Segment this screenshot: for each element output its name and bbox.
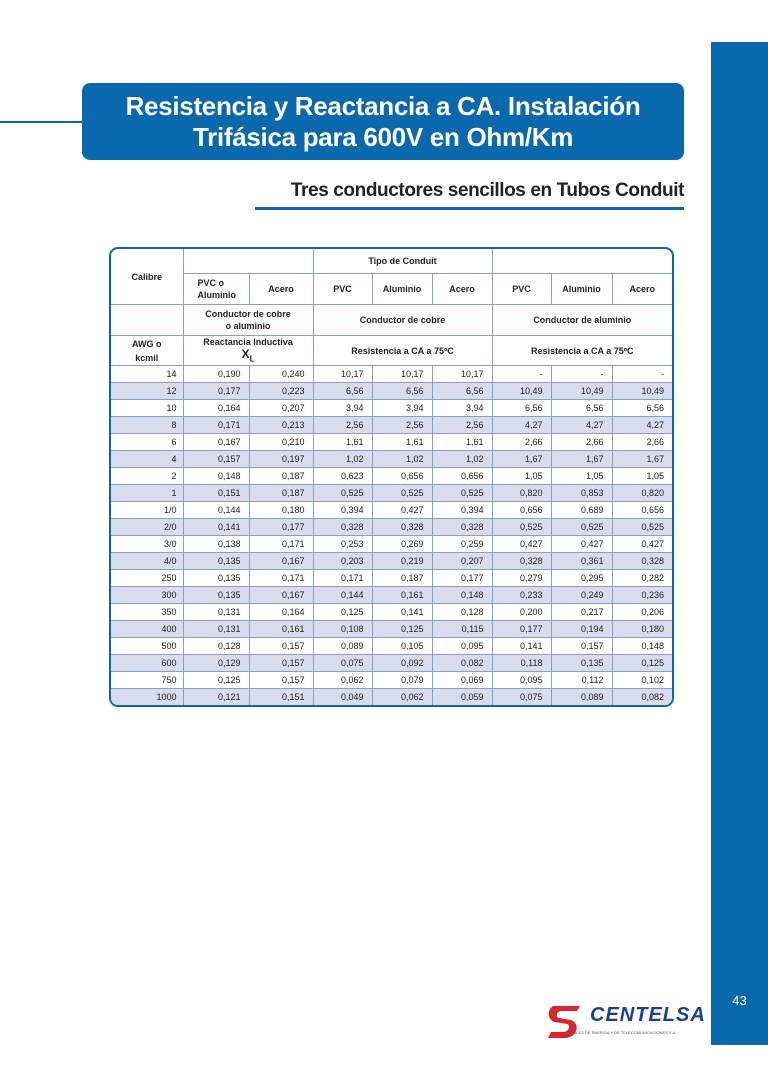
table-cell: 0,525 [432, 485, 492, 502]
table-cell: 0,223 [249, 383, 313, 400]
table-cell: 0,148 [432, 587, 492, 604]
table-cell: 0,069 [432, 672, 492, 689]
table-cell: 0,151 [183, 485, 249, 502]
table-row [111, 400, 672, 417]
table-cell: 0,125 [313, 604, 372, 621]
cell-calibre: 6 [111, 434, 183, 451]
table-cell: 2,66 [492, 434, 551, 451]
table-cell: 0,361 [551, 553, 612, 570]
table-cell: 0,210 [249, 434, 313, 451]
table-cell: 0,177 [183, 383, 249, 400]
table-cell: 0,269 [372, 536, 432, 553]
table-cell: 0,656 [372, 468, 432, 485]
table-cell: 0,328 [372, 519, 432, 536]
table-row [111, 451, 672, 468]
cell-calibre: 12 [111, 383, 183, 400]
table-cell: 0,240 [249, 366, 313, 383]
table-cell: 0,427 [372, 502, 432, 519]
header-acero-2: Acero [432, 274, 492, 305]
table-cell: 0,820 [612, 485, 672, 502]
title-accent-line [0, 121, 84, 123]
table-cell: 1,02 [313, 451, 372, 468]
table-cell: 0,062 [313, 672, 372, 689]
table-cell: 0,279 [492, 570, 551, 587]
table-cell: 0,062 [372, 689, 432, 706]
table-cell: 0,135 [183, 553, 249, 570]
table-cell: 0,157 [551, 638, 612, 655]
page-number: 43 [732, 993, 747, 1008]
table-cell: 0,177 [492, 621, 551, 638]
table-cell: 0,259 [432, 536, 492, 553]
table-cell: 0,236 [612, 587, 672, 604]
cell-calibre: 10 [111, 400, 183, 417]
table-cell: 0,121 [183, 689, 249, 706]
cell-calibre: 750 [111, 672, 183, 689]
table-cell: 0,194 [551, 621, 612, 638]
table-body [111, 366, 672, 706]
table-cell: 0,180 [249, 502, 313, 519]
table-row [111, 468, 672, 485]
table-cell: 0,206 [612, 604, 672, 621]
title-box [82, 83, 684, 160]
cell-calibre: 400 [111, 621, 183, 638]
table-cell: 0,128 [432, 604, 492, 621]
table-cell: 0,328 [432, 519, 492, 536]
table-cell: 0,171 [249, 570, 313, 587]
header-pvc-1: PVC [313, 274, 372, 305]
table-cell: 10,49 [492, 383, 551, 400]
table-cell: 0,135 [183, 570, 249, 587]
xl-symbol: X [241, 347, 250, 361]
table-cell: - [612, 366, 672, 383]
cell-calibre: 4 [111, 451, 183, 468]
table-cell: 0,082 [432, 655, 492, 672]
logo-wordmark: CENTELSA [590, 1004, 706, 1026]
table-row [111, 485, 672, 502]
table-cell: 0,217 [551, 604, 612, 621]
table-cell: 0,820 [492, 485, 551, 502]
table-cell: 0,161 [249, 621, 313, 638]
table-cell: 0,095 [492, 672, 551, 689]
table-cell: 0,180 [612, 621, 672, 638]
header-conductor-cobre-o-aluminio: Conductor de cobre o aluminio [183, 305, 313, 336]
table-cell: 0,131 [183, 604, 249, 621]
table-row [111, 689, 672, 706]
table-cell: 2,56 [432, 417, 492, 434]
table-cell: 0,138 [183, 536, 249, 553]
header-reactancia-label: Reactancia Inductiva [203, 337, 293, 347]
header-empty-right [492, 249, 672, 274]
table-cell: 0,525 [612, 519, 672, 536]
table-cell: 6,56 [612, 400, 672, 417]
title-line-1: Resistencia y Reactancia a CA. Instalación [125, 91, 641, 121]
table-cell: 0,656 [612, 502, 672, 519]
table-cell: 0,049 [313, 689, 372, 706]
table-cell: 1,61 [372, 434, 432, 451]
header-calibre: Calibre [111, 249, 183, 305]
table-cell: 0,118 [492, 655, 551, 672]
table-cell: 0,089 [551, 689, 612, 706]
table-cell: 0,328 [612, 553, 672, 570]
table-cell: 0,148 [612, 638, 672, 655]
table-cell: 0,157 [249, 638, 313, 655]
table-cell: 6,56 [432, 383, 492, 400]
cell-calibre: 2 [111, 468, 183, 485]
table-cell: 1,67 [492, 451, 551, 468]
header-aluminio-1: Aluminio [372, 274, 432, 305]
table-cell: 10,49 [612, 383, 672, 400]
table-cell: 0,328 [492, 553, 551, 570]
table-cell: 0,141 [372, 604, 432, 621]
table-cell: 2,66 [612, 434, 672, 451]
table-cell: 0,171 [183, 417, 249, 434]
table-cell: 6,56 [551, 400, 612, 417]
cell-calibre: 4/0 [111, 553, 183, 570]
header-resistencia-aluminio: Resistencia a CA a 75ºC [492, 336, 672, 366]
table-row [111, 366, 672, 383]
table-cell: 3,94 [372, 400, 432, 417]
table-cell: 0,328 [313, 519, 372, 536]
cell-calibre: 1 [111, 485, 183, 502]
header-acero-1: Acero [249, 274, 313, 305]
table-cell: 0,689 [551, 502, 612, 519]
xl-subscript: L [249, 354, 255, 364]
table-cell: 1,02 [432, 451, 492, 468]
table-cell: 0,282 [612, 570, 672, 587]
table-cell: 3,94 [313, 400, 372, 417]
table-cell: 0,089 [313, 638, 372, 655]
table-row [111, 621, 672, 638]
header-pvc-2: PVC [492, 274, 551, 305]
table-cell: 0,125 [612, 655, 672, 672]
table-cell: 0,141 [183, 519, 249, 536]
table-cell: 0,253 [313, 536, 372, 553]
table-cell: 0,197 [249, 451, 313, 468]
table-cell: 0,233 [492, 587, 551, 604]
table-cell: 0,131 [183, 621, 249, 638]
table-row [111, 672, 672, 689]
table-cell: 0,207 [249, 400, 313, 417]
table-cell: 0,157 [249, 672, 313, 689]
table-cell: 0,171 [313, 570, 372, 587]
cell-calibre: 14 [111, 366, 183, 383]
table-cell: 1,67 [551, 451, 612, 468]
table-cell: 0,144 [183, 502, 249, 519]
table-row [111, 638, 672, 655]
table-cell: 6,56 [313, 383, 372, 400]
sidebar-band [711, 42, 768, 1045]
cell-calibre: 8 [111, 417, 183, 434]
cell-calibre: 350 [111, 604, 183, 621]
table-cell: 0,187 [372, 570, 432, 587]
cell-calibre: 500 [111, 638, 183, 655]
table-cell: 0,141 [492, 638, 551, 655]
header-kcmil: kcmil [135, 352, 159, 363]
table-cell: - [492, 366, 551, 383]
table-cell: 0,144 [313, 587, 372, 604]
table-cell: 2,56 [313, 417, 372, 434]
table-cell: 0,394 [432, 502, 492, 519]
table-row [111, 655, 672, 672]
table-cell: 0,623 [313, 468, 372, 485]
header-aluminio-2: Aluminio [551, 274, 612, 305]
table-cell: 0,295 [551, 570, 612, 587]
table-cell: 0,167 [183, 434, 249, 451]
subtitle: Tres conductores sencillos en Tubos Conduit [290, 180, 684, 201]
table-cell: 0,157 [249, 655, 313, 672]
table-cell: 0,095 [432, 638, 492, 655]
table-cell: 0,135 [551, 655, 612, 672]
table-row [111, 587, 672, 604]
table-cell: 0,112 [551, 672, 612, 689]
table-cell: 0,059 [432, 689, 492, 706]
table-cell: 0,213 [249, 417, 313, 434]
table-cell: 0,128 [183, 638, 249, 655]
table-cell: 0,656 [432, 468, 492, 485]
table-cell: 0,200 [492, 604, 551, 621]
table-cell: 0,427 [551, 536, 612, 553]
table-cell: 0,151 [249, 689, 313, 706]
table-cell: 0,164 [183, 400, 249, 417]
table-cell: 10,17 [372, 366, 432, 383]
header-reactancia [183, 336, 313, 366]
table-cell: 0,187 [249, 485, 313, 502]
table-row [111, 536, 672, 553]
header-conductor-cobre: Conductor de cobre [313, 305, 492, 336]
table-cell: 1,61 [432, 434, 492, 451]
table-row [111, 553, 672, 570]
table-cell: 6,56 [372, 383, 432, 400]
table-cell: 0,082 [612, 689, 672, 706]
table-cell: 0,249 [551, 587, 612, 604]
table-cell: 10,17 [313, 366, 372, 383]
table-cell: 1,05 [551, 468, 612, 485]
subtitle-underline [255, 207, 684, 210]
table-cell: 0,108 [313, 621, 372, 638]
table-cell: 0,525 [313, 485, 372, 502]
cell-calibre: 1/0 [111, 502, 183, 519]
header-conductor-aluminio: Conductor de aluminio [492, 305, 672, 336]
table-cell: 0,092 [372, 655, 432, 672]
header-awg-o: AWG o [132, 338, 162, 349]
table-cell: 0,427 [492, 536, 551, 553]
table-cell: 0,161 [372, 587, 432, 604]
table-cell: 0,525 [372, 485, 432, 502]
table-row [111, 604, 672, 621]
table-cell: 0,219 [372, 553, 432, 570]
table-cell: 0,129 [183, 655, 249, 672]
table-cell: 0,853 [551, 485, 612, 502]
table-cell: 0,075 [313, 655, 372, 672]
cell-calibre: 1000 [111, 689, 183, 706]
table-row [111, 502, 672, 519]
table-row [111, 383, 672, 400]
cell-calibre: 2/0 [111, 519, 183, 536]
table-cell: 0,203 [313, 553, 372, 570]
table-cell: 0,187 [249, 468, 313, 485]
table-cell: 0,525 [551, 519, 612, 536]
table-cell: 0,105 [372, 638, 432, 655]
header-tipo-conduit: Tipo de Conduit [313, 249, 492, 274]
table-cell: 4,27 [551, 417, 612, 434]
logo-tagline: CABLES DE ENERGÍA Y DE TELECOMUNICACIONES S.A. [568, 1030, 677, 1035]
table-cell: 0,102 [612, 672, 672, 689]
header-pvc-o-aluminio: PVC o Aluminio [183, 274, 249, 305]
cell-calibre: 3/0 [111, 536, 183, 553]
cell-calibre: 600 [111, 655, 183, 672]
table-cell: - [551, 366, 612, 383]
table-cell: 10,17 [432, 366, 492, 383]
table-cell: 0,207 [432, 553, 492, 570]
table-row [111, 519, 672, 536]
cell-calibre: 250 [111, 570, 183, 587]
table-cell: 0,190 [183, 366, 249, 383]
table-cell: 0,525 [492, 519, 551, 536]
table-cell: 0,656 [492, 502, 551, 519]
table-cell: 0,167 [249, 553, 313, 570]
header-empty [183, 249, 313, 274]
table-cell: 1,05 [492, 468, 551, 485]
table-cell: 0,125 [372, 621, 432, 638]
table-cell: 0,171 [249, 536, 313, 553]
table-cell: 4,27 [492, 417, 551, 434]
table-cell: 4,27 [612, 417, 672, 434]
data-table [109, 247, 674, 707]
header-resistencia-cobre: Resistencia a CA a 75ºC [313, 336, 492, 366]
table-row [111, 570, 672, 587]
table-cell: 2,56 [372, 417, 432, 434]
header-acero-3: Acero [612, 274, 672, 305]
table-cell: 0,125 [183, 672, 249, 689]
table-row [111, 417, 672, 434]
table-cell: 1,61 [313, 434, 372, 451]
table-cell: 1,67 [612, 451, 672, 468]
table-row [111, 434, 672, 451]
table-cell: 1,05 [612, 468, 672, 485]
table-cell: 10,49 [551, 383, 612, 400]
table-cell: 0,164 [249, 604, 313, 621]
table-cell: 0,177 [432, 570, 492, 587]
table-cell: 0,115 [432, 621, 492, 638]
table-cell: 0,135 [183, 587, 249, 604]
header-xl [184, 348, 313, 365]
table-cell: 0,427 [612, 536, 672, 553]
cell-calibre: 300 [111, 587, 183, 604]
table-cell: 2,66 [551, 434, 612, 451]
table-cell: 1,02 [372, 451, 432, 468]
table-cell: 0,394 [313, 502, 372, 519]
table-cell: 0,148 [183, 468, 249, 485]
table-cell: 0,177 [249, 519, 313, 536]
table-cell: 0,157 [183, 451, 249, 468]
table-cell: 0,075 [492, 689, 551, 706]
table-cell: 3,94 [432, 400, 492, 417]
table-cell: 6,56 [492, 400, 551, 417]
table-cell: 0,167 [249, 587, 313, 604]
header-empty-cal [111, 305, 183, 336]
header-awg-kcmil [111, 336, 183, 366]
table-cell: 0,079 [372, 672, 432, 689]
title-line-2: Trifásica para 600V en Ohm/Km [192, 122, 574, 152]
